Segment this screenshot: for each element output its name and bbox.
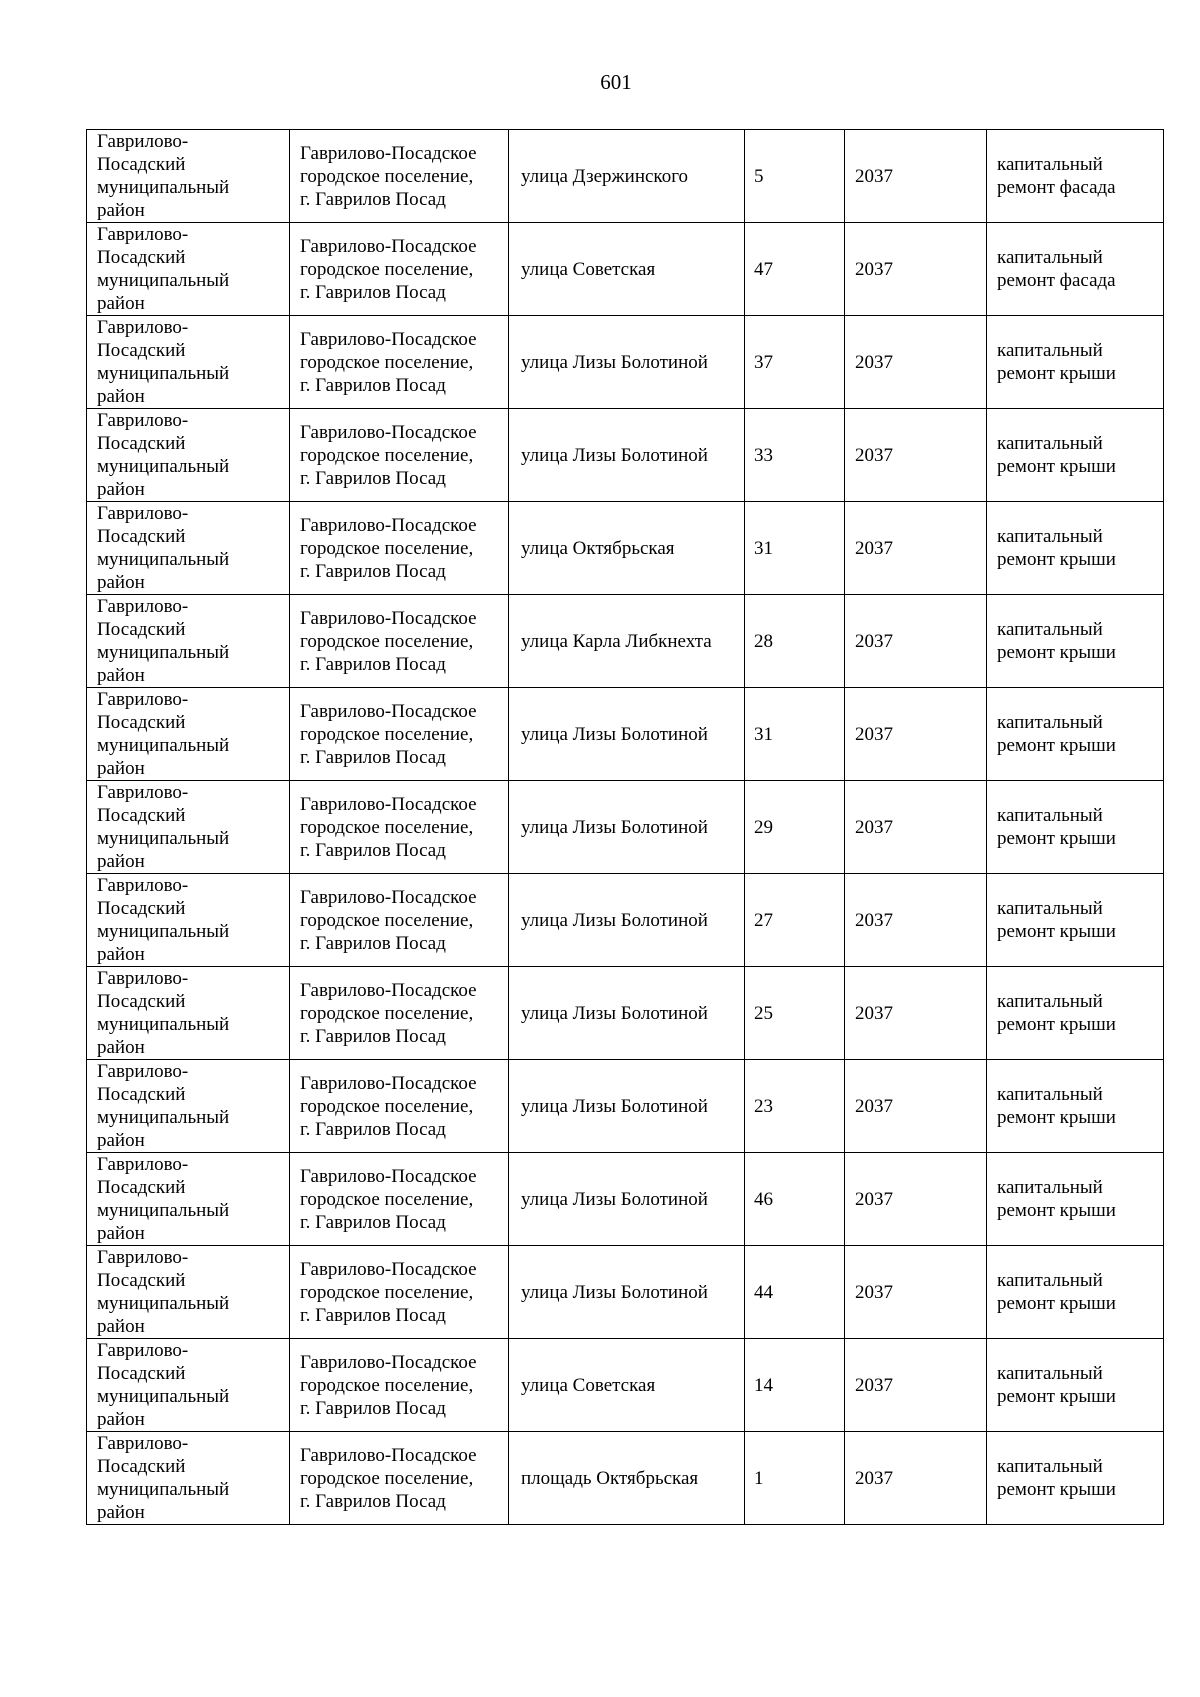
work-type-cell	[987, 1153, 1164, 1246]
work-type-cell	[987, 1246, 1164, 1339]
settlement-text: Гаврилово-Посадское городское поселение, г. Гаврилов Посад	[300, 1072, 477, 1140]
work-type-cell	[987, 1432, 1164, 1525]
street-text: улица Октябрьская	[521, 537, 675, 559]
table-row	[87, 967, 1164, 1060]
street-text: улица Лизы Болотиной	[521, 1002, 708, 1024]
settlement-text: Гаврилово-Посадское городское поселение, г. Гаврилов Посад	[300, 328, 477, 396]
settlement-text: Гаврилово-Посадское городское поселение, г. Гаврилов Посад	[300, 607, 477, 675]
work-type-text: капитальный ремонт крыши	[997, 1177, 1116, 1221]
street-cell	[509, 1246, 745, 1339]
district-cell	[87, 1432, 290, 1525]
settlement-cell	[290, 1060, 509, 1153]
house-number-text: 31	[754, 537, 773, 559]
year-text: 2037	[855, 537, 893, 559]
year-cell	[845, 1060, 987, 1153]
settlement-cell	[290, 316, 509, 409]
house-number-cell	[745, 223, 845, 316]
house-number-text: 23	[754, 1095, 773, 1117]
work-type-text: капитальный ремонт крыши	[997, 526, 1116, 570]
street-text: улица Лизы Болотиной	[521, 1095, 708, 1117]
work-type-cell	[987, 502, 1164, 595]
table-row	[87, 1432, 1164, 1525]
house-number-cell	[745, 1432, 845, 1525]
table-body	[87, 130, 1164, 1525]
work-type-cell	[987, 688, 1164, 781]
table-row	[87, 502, 1164, 595]
settlement-cell	[290, 688, 509, 781]
house-number-cell	[745, 1060, 845, 1153]
work-type-text: капитальный ремонт крыши	[997, 433, 1116, 477]
district-text: Гаврилово- Посадский муниципальный район	[97, 689, 230, 779]
district-cell	[87, 967, 290, 1060]
settlement-text: Гаврилово-Посадское городское поселение, г. Гаврилов Посад	[300, 514, 477, 582]
settlement-text: Гаврилово-Посадское городское поселение, г. Гаврилов Посад	[300, 700, 477, 768]
year-text: 2037	[855, 1467, 893, 1489]
year-cell	[845, 781, 987, 874]
settlement-cell	[290, 1153, 509, 1246]
house-number-cell	[745, 967, 845, 1060]
work-type-text: капитальный ремонт фасада	[997, 247, 1116, 291]
street-text: улица Карла Либкнехта	[521, 630, 712, 652]
street-cell	[509, 781, 745, 874]
district-cell	[87, 316, 290, 409]
table-row	[87, 688, 1164, 781]
street-text: улица Дзержинского	[521, 165, 689, 187]
work-type-cell	[987, 595, 1164, 688]
district-cell	[87, 874, 290, 967]
district-cell	[87, 130, 290, 223]
table-row	[87, 223, 1164, 316]
settlement-text: Гаврилово-Посадское городское поселение, г. Гаврилов Посад	[300, 235, 477, 303]
work-type-cell	[987, 223, 1164, 316]
district-cell	[87, 223, 290, 316]
street-cell	[509, 130, 745, 223]
settlement-text: Гаврилово-Посадское городское поселение, г. Гаврилов Посад	[300, 979, 477, 1047]
work-type-text: капитальный ремонт крыши	[997, 619, 1116, 663]
work-type-cell	[987, 130, 1164, 223]
district-text: Гаврилово- Посадский муниципальный район	[97, 224, 230, 314]
work-type-text: капитальный ремонт крыши	[997, 991, 1116, 1035]
settlement-cell	[290, 409, 509, 502]
work-type-cell	[987, 967, 1164, 1060]
settlement-text: Гаврилово-Посадское городское поселение, г. Гаврилов Посад	[300, 1444, 477, 1512]
settlement-cell	[290, 1246, 509, 1339]
street-cell	[509, 595, 745, 688]
street-text: улица Советская	[521, 1374, 656, 1396]
house-number-text: 33	[754, 444, 773, 466]
house-number-cell	[745, 316, 845, 409]
year-cell	[845, 1153, 987, 1246]
year-text: 2037	[855, 1374, 893, 1396]
table-row	[87, 130, 1164, 223]
year-cell	[845, 502, 987, 595]
settlement-text: Гаврилово-Посадское городское поселение, г. Гаврилов Посад	[300, 421, 477, 489]
settlement-text: Гаврилово-Посадское городское поселение, г. Гаврилов Посад	[300, 1258, 477, 1326]
housing-repair-table	[86, 129, 1164, 1525]
street-text: площадь Октябрьская	[521, 1467, 699, 1489]
district-text: Гаврилово- Посадский муниципальный район	[97, 596, 230, 686]
page-number: 601	[600, 70, 632, 94]
settlement-text: Гаврилово-Посадское городское поселение, г. Гаврилов Посад	[300, 1165, 477, 1233]
street-text: улица Лизы Болотиной	[521, 1188, 708, 1210]
street-text: улица Лизы Болотиной	[521, 816, 708, 838]
table-row	[87, 1060, 1164, 1153]
year-text: 2037	[855, 723, 893, 745]
table-row	[87, 874, 1164, 967]
street-text: улица Лизы Болотиной	[521, 909, 708, 931]
house-number-text: 29	[754, 816, 773, 838]
house-number-cell	[745, 688, 845, 781]
district-cell	[87, 781, 290, 874]
table-row	[87, 316, 1164, 409]
house-number-cell	[745, 874, 845, 967]
district-text: Гаврилово- Посадский муниципальный район	[97, 503, 230, 593]
work-type-text: капитальный ремонт крыши	[997, 1084, 1116, 1128]
district-cell	[87, 502, 290, 595]
table-row	[87, 1246, 1164, 1339]
house-number-text: 25	[754, 1002, 773, 1024]
settlement-cell	[290, 1339, 509, 1432]
house-number-cell	[745, 130, 845, 223]
district-text: Гаврилово- Посадский муниципальный район	[97, 410, 230, 500]
district-cell	[87, 1153, 290, 1246]
house-number-text: 28	[754, 630, 773, 652]
district-text: Гаврилово- Посадский муниципальный район	[97, 1061, 230, 1151]
year-text: 2037	[855, 1188, 893, 1210]
street-cell	[509, 1060, 745, 1153]
house-number-text: 47	[754, 258, 773, 280]
street-cell	[509, 409, 745, 502]
work-type-cell	[987, 874, 1164, 967]
house-number-cell	[745, 1153, 845, 1246]
district-text: Гаврилово- Посадский муниципальный район	[97, 1154, 230, 1244]
street-text: улица Лизы Болотиной	[521, 444, 708, 466]
year-text: 2037	[855, 351, 893, 373]
year-text: 2037	[855, 630, 893, 652]
year-cell	[845, 1246, 987, 1339]
settlement-cell	[290, 595, 509, 688]
table-row	[87, 1339, 1164, 1432]
house-number-text: 14	[754, 1374, 773, 1396]
table-row	[87, 1153, 1164, 1246]
house-number-cell	[745, 409, 845, 502]
street-text: улица Советская	[521, 258, 656, 280]
street-text: улица Лизы Болотиной	[521, 1281, 708, 1303]
year-text: 2037	[855, 909, 893, 931]
settlement-cell	[290, 223, 509, 316]
street-cell	[509, 967, 745, 1060]
house-number-cell	[745, 781, 845, 874]
year-cell	[845, 223, 987, 316]
house-number-text: 31	[754, 723, 773, 745]
district-cell	[87, 595, 290, 688]
work-type-text: капитальный ремонт крыши	[997, 805, 1116, 849]
settlement-cell	[290, 502, 509, 595]
year-cell	[845, 967, 987, 1060]
work-type-text: капитальный ремонт крыши	[997, 898, 1116, 942]
district-text: Гаврилово- Посадский муниципальный район	[97, 131, 230, 221]
work-type-cell	[987, 1339, 1164, 1432]
house-number-text: 44	[754, 1281, 773, 1303]
work-type-cell	[987, 781, 1164, 874]
street-cell	[509, 223, 745, 316]
work-type-cell	[987, 316, 1164, 409]
year-text: 2037	[855, 165, 893, 187]
settlement-cell	[290, 967, 509, 1060]
table-row	[87, 409, 1164, 502]
year-cell	[845, 874, 987, 967]
street-cell	[509, 688, 745, 781]
year-text: 2037	[855, 816, 893, 838]
district-text: Гаврилово- Посадский муниципальный район	[97, 1340, 230, 1430]
district-text: Гаврилово- Посадский муниципальный район	[97, 1433, 230, 1523]
year-text: 2037	[855, 1095, 893, 1117]
settlement-cell	[290, 781, 509, 874]
district-cell	[87, 688, 290, 781]
work-type-text: капитальный ремонт фасада	[997, 154, 1116, 198]
house-number-text: 46	[754, 1188, 773, 1210]
district-text: Гаврилово- Посадский муниципальный район	[97, 875, 230, 965]
work-type-cell	[987, 1060, 1164, 1153]
house-number-text: 37	[754, 351, 773, 373]
settlement-text: Гаврилово-Посадское городское поселение, г. Гаврилов Посад	[300, 793, 477, 861]
work-type-text: капитальный ремонт крыши	[997, 340, 1116, 384]
house-number-text: 27	[754, 909, 773, 931]
street-cell	[509, 1153, 745, 1246]
street-cell	[509, 1432, 745, 1525]
year-text: 2037	[855, 258, 893, 280]
house-number-text: 1	[754, 1467, 764, 1489]
settlement-cell	[290, 874, 509, 967]
table-row	[87, 595, 1164, 688]
work-type-text: капитальный ремонт крыши	[997, 712, 1116, 756]
settlement-cell	[290, 1432, 509, 1525]
house-number-cell	[745, 1246, 845, 1339]
settlement-cell	[290, 130, 509, 223]
street-cell	[509, 316, 745, 409]
district-cell	[87, 409, 290, 502]
district-text: Гаврилово- Посадский муниципальный район	[97, 782, 230, 872]
street-cell	[509, 874, 745, 967]
year-text: 2037	[855, 444, 893, 466]
settlement-text: Гаврилово-Посадское городское поселение, г. Гаврилов Посад	[300, 886, 477, 954]
district-text: Гаврилово- Посадский муниципальный район	[97, 317, 230, 407]
district-cell	[87, 1060, 290, 1153]
house-number-text: 5	[754, 165, 764, 187]
street-text: улица Лизы Болотиной	[521, 723, 708, 745]
year-cell	[845, 316, 987, 409]
year-cell	[845, 1432, 987, 1525]
settlement-text: Гаврилово-Посадское городское поселение, г. Гаврилов Посад	[300, 142, 477, 210]
year-cell	[845, 1339, 987, 1432]
year-cell	[845, 688, 987, 781]
district-cell	[87, 1339, 290, 1432]
year-cell	[845, 595, 987, 688]
table-row	[87, 781, 1164, 874]
settlement-text: Гаврилово-Посадское городское поселение, г. Гаврилов Посад	[300, 1351, 477, 1419]
district-text: Гаврилово- Посадский муниципальный район	[97, 968, 230, 1058]
house-number-cell	[745, 502, 845, 595]
year-text: 2037	[855, 1002, 893, 1024]
street-cell	[509, 502, 745, 595]
year-cell	[845, 130, 987, 223]
work-type-text: капитальный ремонт крыши	[997, 1363, 1116, 1407]
work-type-text: капитальный ремонт крыши	[997, 1456, 1116, 1500]
house-number-cell	[745, 1339, 845, 1432]
district-text: Гаврилово- Посадский муниципальный район	[97, 1247, 230, 1337]
district-cell	[87, 1246, 290, 1339]
year-text: 2037	[855, 1281, 893, 1303]
street-cell	[509, 1339, 745, 1432]
work-type-cell	[987, 409, 1164, 502]
year-cell	[845, 409, 987, 502]
work-type-text: капитальный ремонт крыши	[997, 1270, 1116, 1314]
house-number-cell	[745, 595, 845, 688]
street-text: улица Лизы Болотиной	[521, 351, 708, 373]
